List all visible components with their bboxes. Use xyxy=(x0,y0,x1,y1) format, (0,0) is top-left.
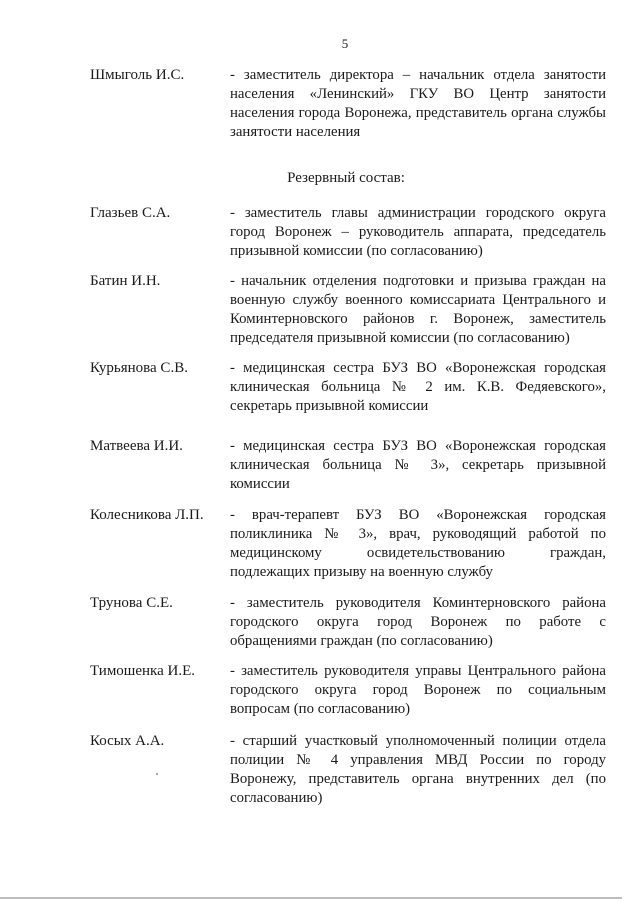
member-name: Курьянова С.В. xyxy=(90,360,188,376)
section-title-reserve: Резервный состав: xyxy=(287,170,405,186)
member-name: Тимошенка И.Е. xyxy=(90,663,196,679)
page-bottom-edge xyxy=(0,897,622,899)
member-description: - заместитель главы администрации городского округа город Воронеж – руководитель аппарата, председатель призывной комиссии (по согласованию) xyxy=(230,205,606,259)
scan-speck xyxy=(156,773,158,775)
member-description: - заместитель директора – начальник отдела занятости населения «Ленинский» ГКУ ВО Центр занятости населения города Воронежа, представитель органа службы занятости населения xyxy=(230,67,606,140)
member-description: - медицинская сестра БУЗ ВО «Воронежская городская клиническая больница № 2 им. К.В. Федяевского», секретарь призывной комиссии xyxy=(230,360,606,414)
member-description: - медицинская сестра БУЗ ВО «Воронежская городская клиническая больница № 3», секретарь призывной комиссии xyxy=(230,438,606,492)
member-name: Глазьев С.А. xyxy=(90,205,171,221)
member-description: - заместитель руководителя управы Центрального района городского округа город Воронеж по социальным вопросам (по согласованию) xyxy=(230,663,606,717)
member-name: Батин И.Н. xyxy=(90,273,161,289)
member-name: Колесникова Л.П. xyxy=(90,507,204,523)
member-description: - заместитель руководителя Коминтерновского района городского округа город Воронеж по работе с обращениями граждан (по согласованию) xyxy=(230,595,606,649)
member-name: Трунова С.Е. xyxy=(90,595,173,611)
member-description: - старший участковый уполномоченный полиции отдела полиции № 4 управления МВД России по городу Воронежу, представитель органа внутренних дел (по согласованию) xyxy=(230,733,606,806)
page-number: 5 xyxy=(341,36,349,51)
member-name: Матвеева И.И. xyxy=(90,438,183,454)
member-description: - врач-терапевт БУЗ ВО «Воронежская городская поликлиника № 3», врач, руководящий работой по медицинскому освидетельствованию граждан, подлежащих призыву на военную службу xyxy=(230,507,606,580)
member-description: - начальник отделения подготовки и призыва граждан на военную службу военного комиссариата Центрального и Коминтерновского районов г. Воронеж, заместитель председателя призывной комиссии (по согласованию) xyxy=(230,273,606,346)
member-name: Косых А.А. xyxy=(90,733,165,749)
member-name: Шмыголь И.С. xyxy=(90,67,185,83)
